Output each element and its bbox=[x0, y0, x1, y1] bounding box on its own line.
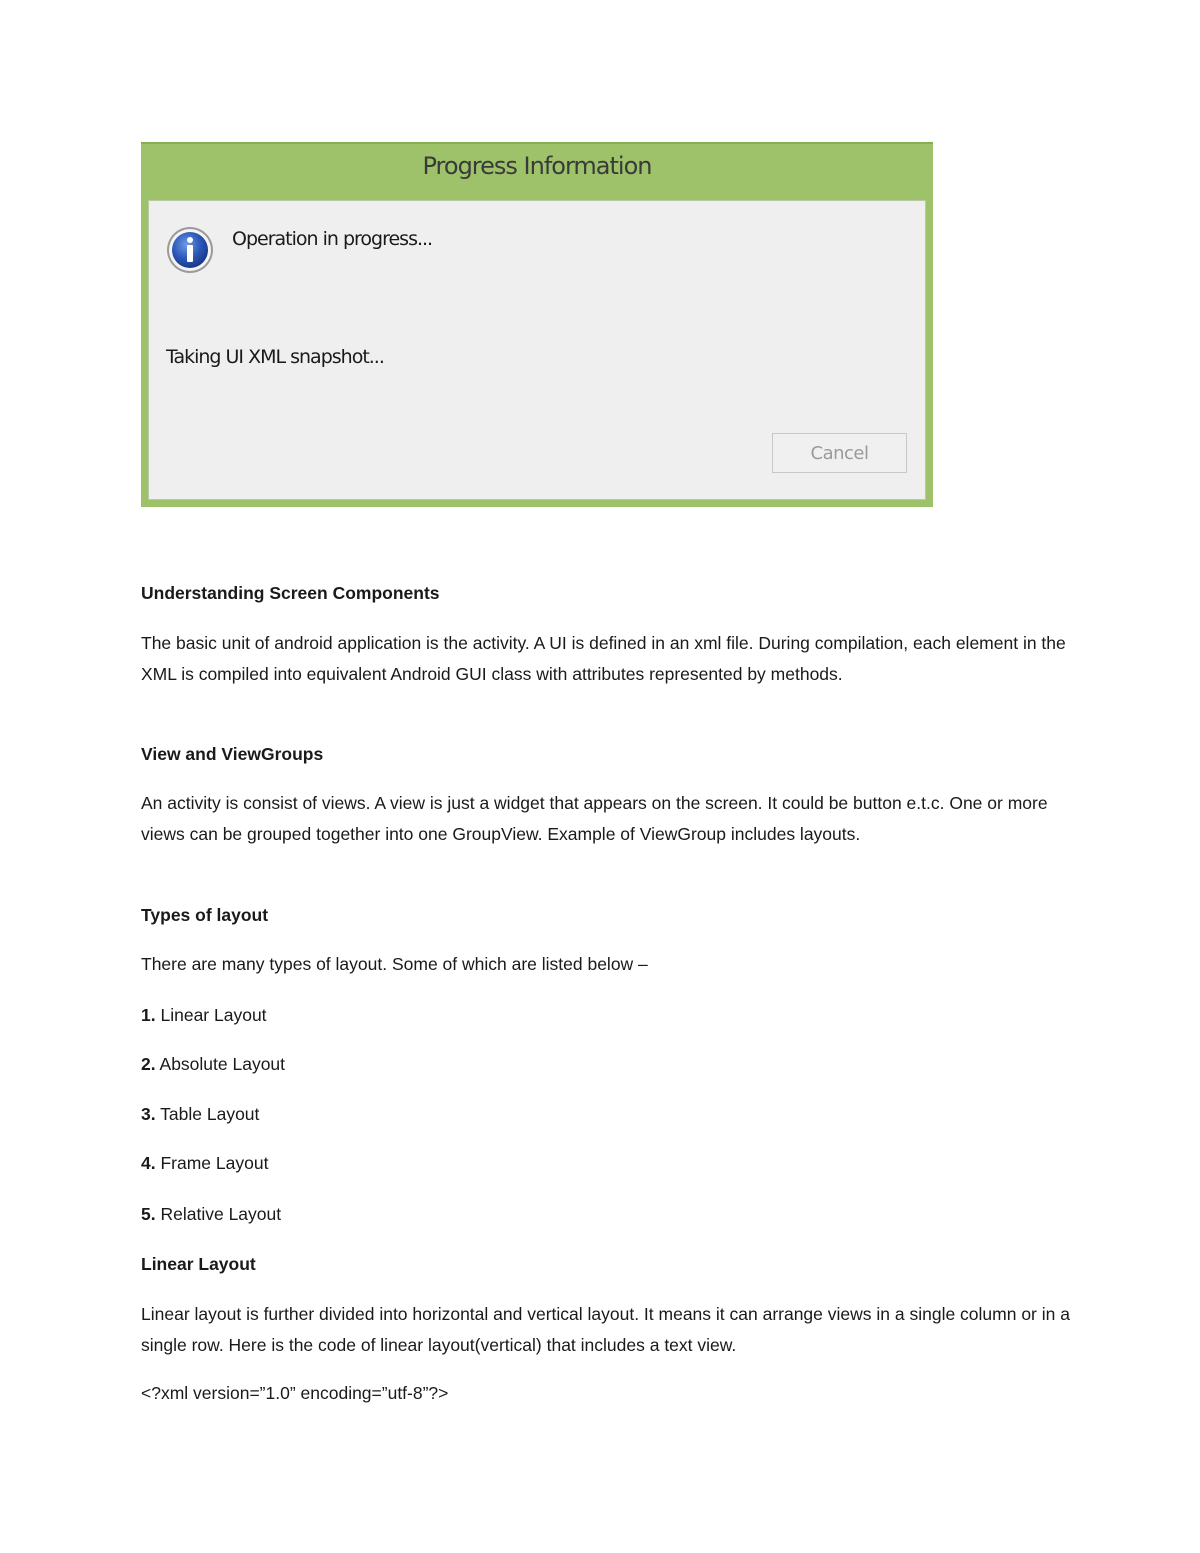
cancel-button[interactable]: Cancel bbox=[772, 433, 907, 473]
dialog-message: Operation in progress... bbox=[232, 228, 433, 250]
heading-views: View and ViewGroups bbox=[141, 744, 324, 764]
list-item bbox=[141, 1049, 1081, 1080]
list-item-label: Frame Layout bbox=[160, 1153, 269, 1173]
list-item bbox=[141, 1199, 1081, 1230]
dialog-title: Progress Information bbox=[422, 152, 652, 180]
list-item-number: 5. bbox=[141, 1204, 156, 1224]
paragraph-linear-layout: Linear layout is further divided into horizontal and vertical layout. It means it can arrange views in a single column or in a single row. Here is the code of linear layout(vertical) that includes a text view. bbox=[141, 1304, 1070, 1355]
info-icon bbox=[166, 226, 214, 274]
heading-screen-components: Understanding Screen Components bbox=[141, 583, 440, 603]
list-item-number: 2. bbox=[141, 1054, 156, 1074]
heading-linear-layout: Linear Layout bbox=[141, 1254, 256, 1274]
dialog-body bbox=[148, 200, 926, 500]
list-item bbox=[141, 1148, 1081, 1179]
list-item-number: 1. bbox=[141, 1005, 156, 1025]
list-item-label: Table Layout bbox=[160, 1104, 260, 1124]
paragraph-basic-unit: The basic unit of android application is the activity. A UI is defined in an xml file. During compilation, each element in the XML is compiled into equivalent Android GUI class with attributes represented by methods. bbox=[141, 633, 1066, 684]
list-item-label: Linear Layout bbox=[160, 1005, 267, 1025]
list-item bbox=[141, 1099, 1081, 1130]
heading-types-of-layout: Types of layout bbox=[141, 905, 269, 925]
paragraph-types: There are many types of layout. Some of which are listed below – bbox=[141, 954, 648, 974]
dialog-task-status: Taking UI XML snapshot... bbox=[166, 346, 384, 368]
list-item bbox=[141, 1000, 1081, 1031]
progress-dialog bbox=[141, 142, 933, 507]
list-item-number: 3. bbox=[141, 1104, 156, 1124]
paragraph-views: An activity is consist of views. A view is just a widget that appears on the screen. It could be button e.t.c. One or more views can be grouped together into one GroupView. Example of ViewGroup includes layouts. bbox=[141, 793, 1048, 844]
list-item-label: Absolute Layout bbox=[159, 1054, 286, 1074]
list-item-number: 4. bbox=[141, 1153, 156, 1173]
list-item-label: Relative Layout bbox=[160, 1204, 282, 1224]
code-line: <?xml version=”1.0” encoding=”utf-8”?> bbox=[141, 1383, 449, 1403]
